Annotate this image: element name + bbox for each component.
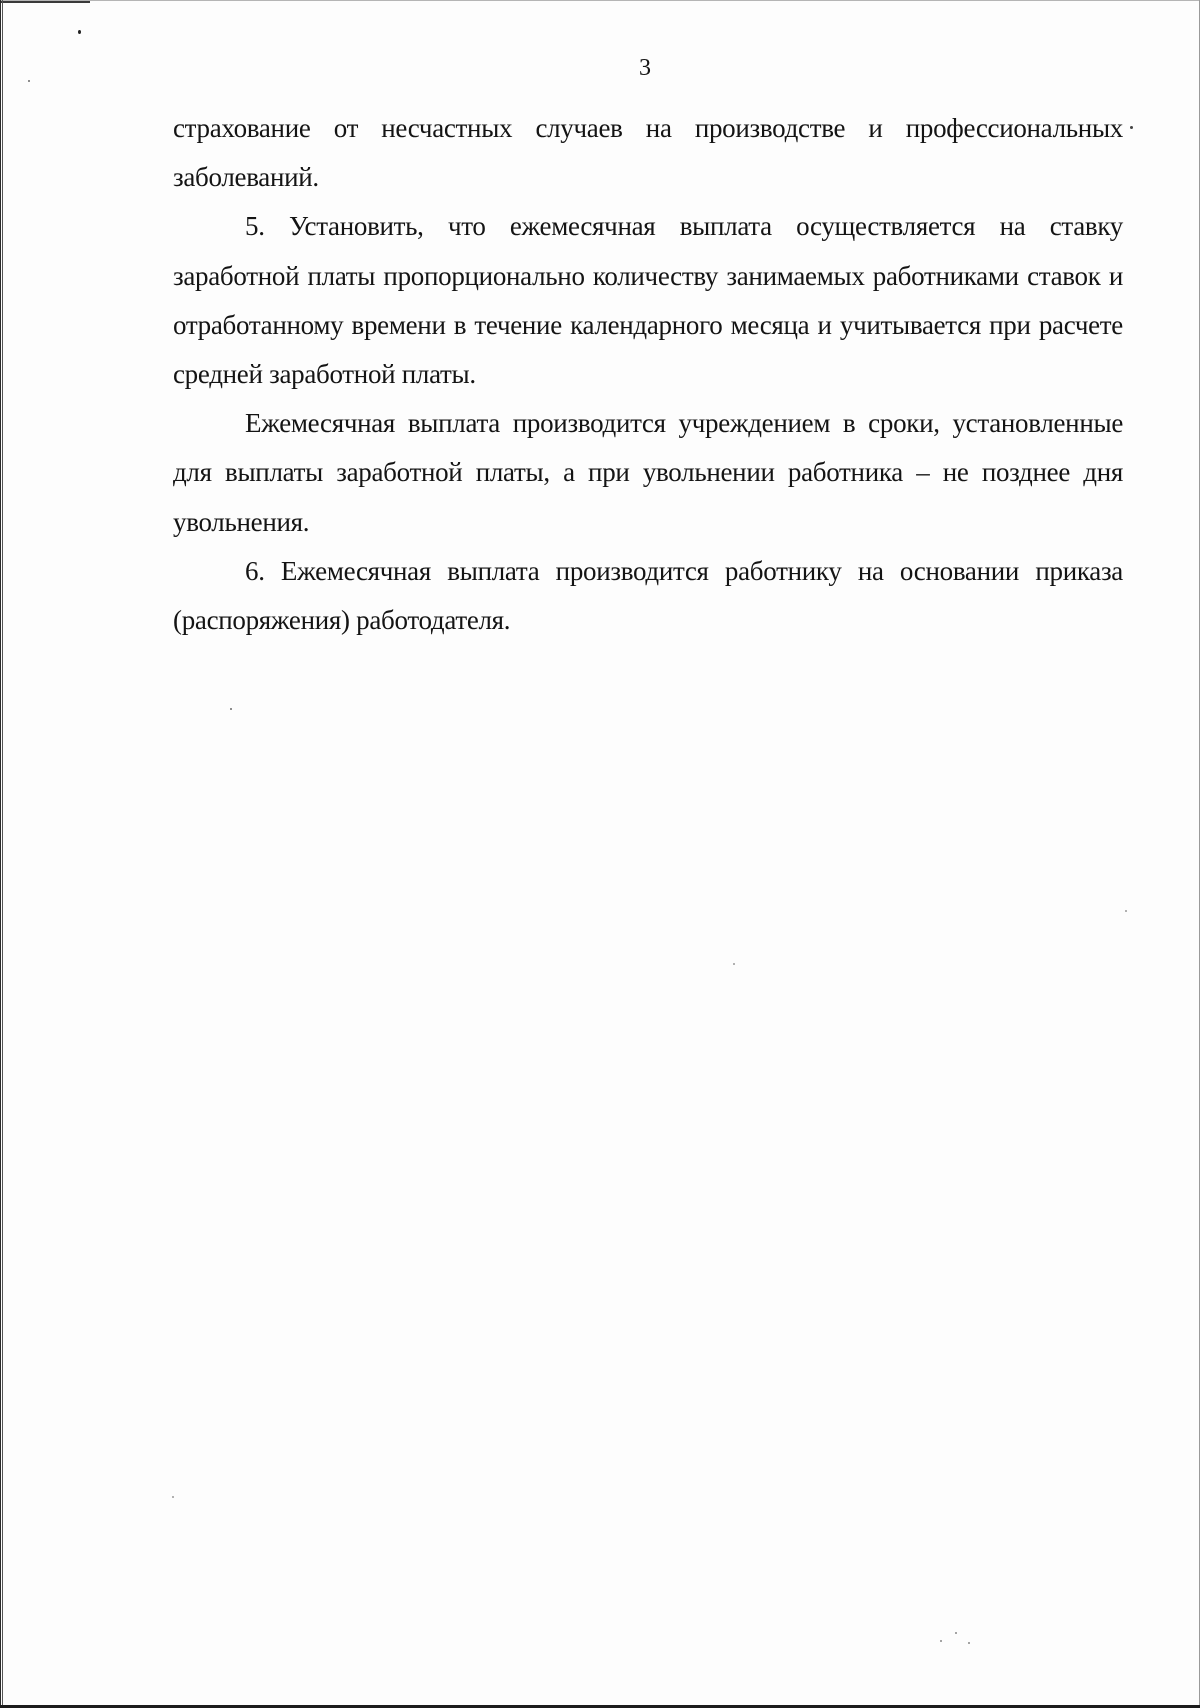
scan-speck xyxy=(955,1632,957,1634)
paragraph-continuation: страхование от несчастных случаев на производстве и профессиональных заболеваний. xyxy=(173,113,1123,193)
scan-speck xyxy=(733,963,735,965)
scan-speck xyxy=(230,708,232,710)
document-body xyxy=(173,104,1123,645)
scan-edge-top xyxy=(0,0,1200,1)
scan-speck xyxy=(968,1642,970,1644)
scan-edge-top-mark xyxy=(0,1,90,3)
scan-speck xyxy=(1130,126,1133,129)
scan-speck xyxy=(172,1496,174,1498)
paragraph-payment-terms: Ежемесячная выплата производится учреждением в сроки, установленные для выплаты заработной платы, а при увольнении работника – не позднее дня увольнения. xyxy=(173,408,1123,537)
page-number: 3 xyxy=(639,55,651,81)
scan-edge-left xyxy=(0,0,3,1708)
scan-speck xyxy=(940,1640,942,1642)
scan-speck xyxy=(1125,910,1127,912)
paragraph-item-6: 6. Ежемесячная выплата производится работнику на основании приказа (распоряжения) работодателя. xyxy=(173,555,1123,636)
scan-speck xyxy=(78,30,81,34)
paragraph-item-5: 5. Установить, что ежемесячная выплата осуществляется на ставку заработной платы пропорционально количеству занимаемых работниками ставок и отработанному времени в течение календарного месяца и учитывается при расчете средней заработной платы. xyxy=(173,211,1123,390)
